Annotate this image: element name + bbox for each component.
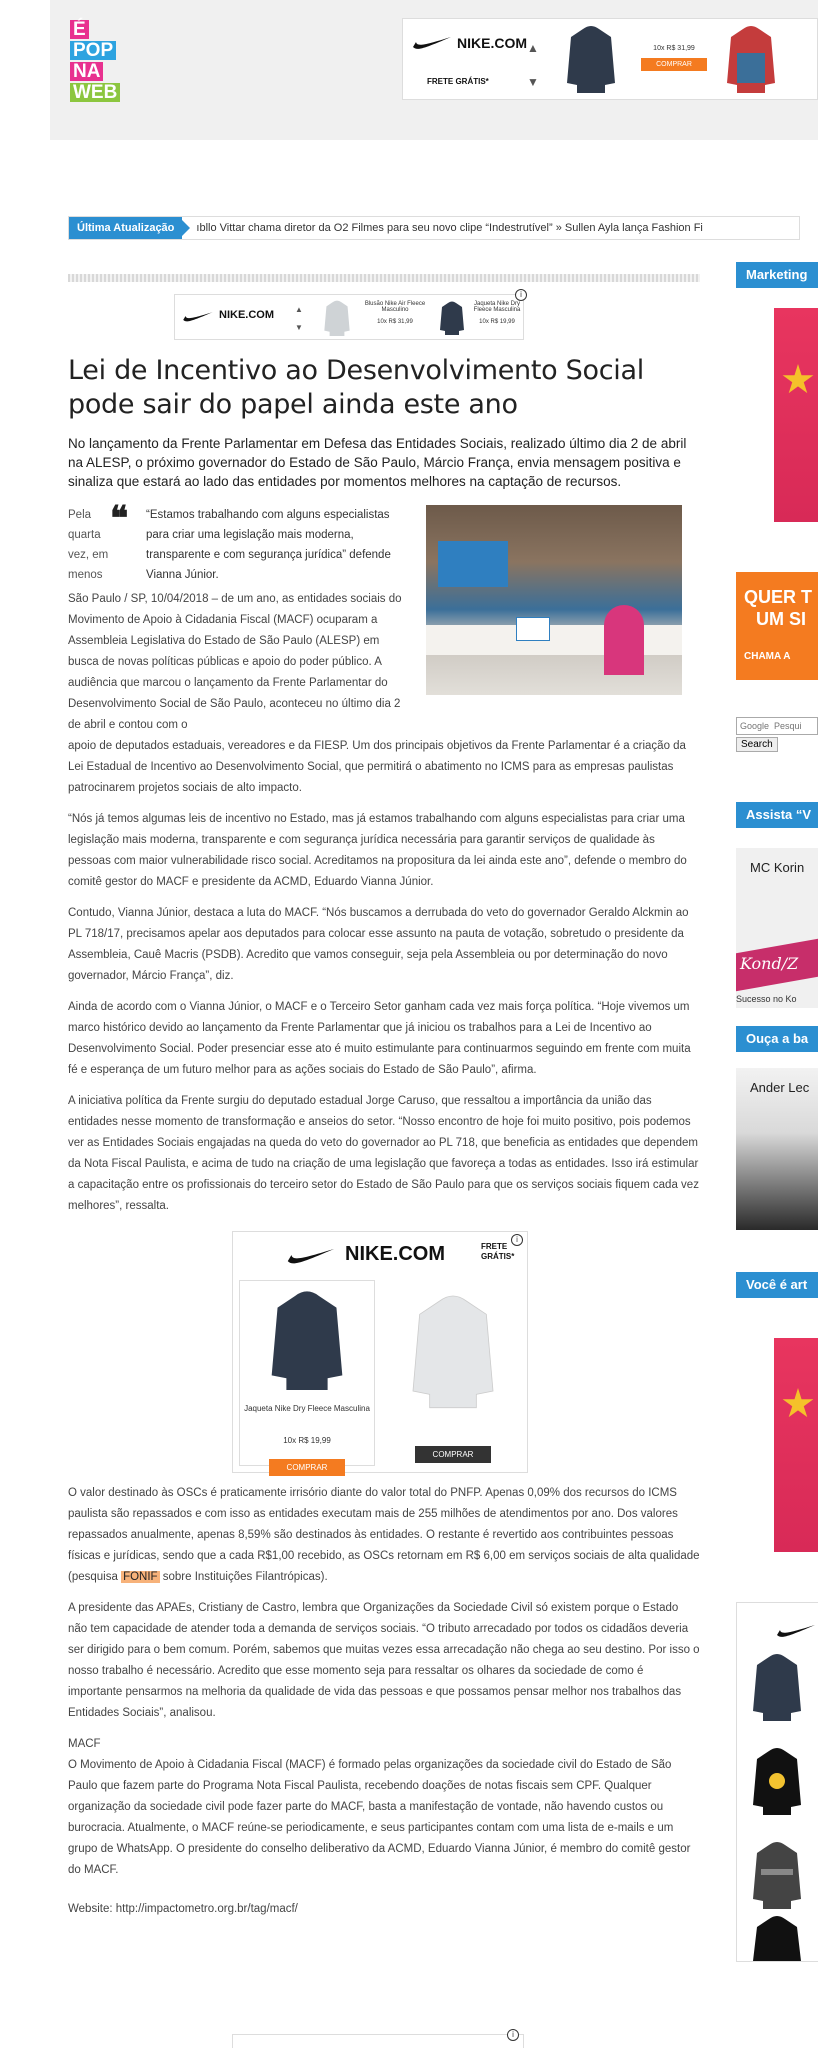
nike-swoosh-icon	[411, 33, 453, 51]
jacket-dark-icon	[437, 299, 467, 337]
product-card[interactable]	[385, 1280, 521, 1466]
hoodie-dark-icon	[561, 23, 621, 95]
article-lead: No lançamento da Frente Parlamentar em Defesa das Entidades Sociais, realizado último dia 2 de abril na ALESP, o próximo governador do Estado de São Paulo, Márcio França, envia mensagem positiva e sinaliza que estará ao lado das entidades por momentos melhores na captação de recursos.	[68, 436, 687, 489]
article-paragraph: A presidente das APAEs, Cristiany de Castro, lembra que Organizações da Sociedade Civil só existem porque o Estado não tem capacidade de atender toda a demanda de serviços sociais. “O tributo arrecadado por todos os cidadãos deveria ser dirigido para o bem comum. Porém, sabemos que muitas vezes essa arrecadação não chega ao seu destino. Por isso o nosso trabalho é necessário. Acredito que esse momento seja para ressaltar os olhares da sociedade de como é importante pensarmos na melhoria da qualidade de vida das pessoas e que possamos pensar melhor nos trabalhos das Entidades Sociais”, analisou.	[68, 1602, 700, 1719]
jacket-red-icon	[721, 23, 781, 95]
buy-button[interactable]: COMPRAR	[415, 1446, 491, 1463]
ticker-headlines[interactable]: ıbllo Vittar chama diretor da O2 Filmes para seu novo clipe “Indestrutível” » Sullen Ayla lança Fashion Fi	[196, 222, 703, 234]
banner-text: UM SI	[756, 609, 807, 629]
nike-brand	[283, 1240, 443, 1270]
nike-swoosh-icon	[773, 1621, 818, 1639]
article-body	[68, 499, 700, 1919]
product-info[interactable]	[357, 301, 433, 325]
banner-text: QUER T	[744, 587, 813, 607]
hoodie-black-icon[interactable]	[747, 1913, 807, 1961]
logo-line: POP	[70, 41, 116, 60]
inline-nike-ad-big[interactable]	[232, 1231, 528, 1473]
nike-brand-text: NIKE.COM	[219, 309, 274, 321]
website-link[interactable]: Website: http://impactometro.org.br/tag/macf/	[68, 1903, 298, 1915]
buy-button[interactable]: COMPRAR	[641, 58, 707, 71]
star-icon	[782, 364, 814, 396]
ticker-label: Última Atualização	[69, 217, 182, 239]
article-title: Lei de Incentivo ao Desenvolvimento Social pode sair do papel ainda este ano	[68, 355, 644, 420]
nike-swoosh-icon	[181, 309, 215, 323]
product-price: 10x R$ 19,99	[479, 319, 515, 325]
news-ticker[interactable]	[68, 216, 800, 240]
banner-text: CHAMA A	[744, 651, 791, 662]
article-paragraph	[68, 1483, 700, 1588]
sidebar-heading: Você é art	[736, 1272, 818, 1298]
sidebar-ad[interactable]	[774, 308, 818, 522]
product-name: Jaqueta Nike Dry Fleece Masculina	[473, 301, 521, 313]
search-button[interactable]: Search	[736, 737, 778, 752]
sidebar-heading: Ouça a ba	[736, 1026, 818, 1052]
article	[68, 274, 700, 1919]
shipping-text: FRETE GRÁTIS*	[481, 1242, 515, 1261]
jacket-dark-icon[interactable]	[747, 1649, 807, 1725]
sidebar-ad[interactable]	[774, 1338, 818, 1552]
divider	[68, 274, 700, 282]
inline-nike-ad-small[interactable]	[174, 290, 524, 340]
inline-nike-ad-bottom[interactable]	[232, 2030, 524, 2048]
carousel-arrows[interactable]	[525, 31, 541, 99]
video-logo: Kond/Z	[740, 954, 799, 973]
nike-brand	[411, 33, 531, 57]
carousel-arrows[interactable]	[295, 301, 303, 337]
product-price: 10x R$ 19,99	[283, 1436, 331, 1445]
sidebar-banner[interactable]	[736, 572, 818, 680]
search-input[interactable]	[736, 717, 818, 735]
product-price: 10x R$ 31,99	[377, 319, 413, 325]
jacket-grey-icon[interactable]	[747, 1837, 807, 1913]
video-title: MC Korin	[750, 860, 805, 875]
section-heading: MACF	[68, 1738, 101, 1750]
article-paragraph: Ainda de acordo com o Vianna Júnior, o MACF e o Terceiro Setor ganham cada vez mais força política. “Hoje vivemos um marco histórico devido ao lançamento da Frente Parlamentar que já iniciou os trabalhos para a Lei de Incentivo ao Desenvolvimento Social. Poder presenciar esse ato é muito estimulante para continuarmos seguindo em frente com muita fé e esperança de um futuro melhor para as ações sociais do Estado de São Paulo”, afirma.	[68, 1001, 691, 1076]
product-price: 10x R$ 31,99	[653, 45, 695, 52]
logo-line: É	[70, 20, 89, 39]
jacket-dark-icon	[259, 1287, 355, 1393]
video-embed[interactable]	[736, 848, 818, 1008]
arrow-down-icon[interactable]: ▼	[527, 75, 539, 89]
photo-sign	[516, 617, 550, 641]
article-photo	[426, 505, 682, 695]
nike-brand-text: NIKE.COM	[457, 35, 527, 51]
video-title: Ander Lec	[750, 1080, 810, 1095]
article-paragraph: São Paulo / SP, 10/04/2018 – de um ano, as entidades sociais do Movimento de Apoio à Cidadania Fiscal (MACF) ocuparam a Assembleia Legislativa do Estado de São Paulo (ALESP) em busca de novas políticas públicas e apoio do poder público. A audiência que marcou o lançamento da Frente Parlamentar do Desenvolvimento Social de São Paulo, aconteceu no último dia 2 de abril e contou com o	[68, 593, 402, 731]
ad-info-icon[interactable]: i	[515, 289, 527, 301]
pull-quote: “Estamos trabalhando com alguns especialistas para criar uma legislação mais moderna, transparente e com segurança jurídica” defende Vianna Júnior.	[146, 509, 391, 581]
sidebar-heading: Marketing	[736, 262, 818, 288]
video-embed[interactable]	[736, 1068, 818, 1230]
ad-info-icon[interactable]: i	[511, 1234, 523, 1246]
logo-line: NA	[70, 62, 103, 81]
paragraph-text: O valor destinado às OSCs é praticamente irrisório diante do valor total do PNFP. Apenas 0,09% dos recursos do ICMS paulista são repassados e com isso as entidades executam mais de 255 milhões de atendimentos por ano. Dos valores repassados anualmente, apenas 8,59% são destinados às entidades. O restante é revertido aos contribuintes pessoas físicas e jurídicas, sendo que a cada R$1,00 recebido, as OSCs retornam em R$ 6,00 em serviços sociais de alta qualidade (pesquisa	[68, 1487, 700, 1583]
product-image[interactable]	[561, 23, 621, 95]
nike-brand-text: NIKE.COM	[345, 1243, 445, 1265]
arrow-up-icon[interactable]: ▲	[527, 41, 539, 55]
ad-info-icon[interactable]: i	[507, 2029, 519, 2041]
hoodie-black-icon[interactable]	[747, 1743, 807, 1819]
buy-button[interactable]: COMPRAR	[269, 1459, 345, 1476]
hoodie-light-icon	[319, 299, 355, 337]
photo-person	[604, 605, 644, 675]
quote-icon: ❝	[110, 499, 129, 539]
paragraph-text: sobre Instituições Filantrópicas).	[159, 1571, 328, 1583]
product-image[interactable]	[437, 299, 467, 337]
product-offer[interactable]	[629, 23, 719, 95]
shipping-text: FRETE GRÁTIS*	[427, 77, 489, 86]
logo-line: WEB	[70, 83, 120, 102]
google-search	[736, 716, 818, 752]
product-image[interactable]	[721, 23, 781, 95]
nike-swoosh-icon	[283, 1244, 339, 1266]
pull-side-text: Pela quarta vez, em menos	[68, 509, 109, 581]
article-paragraph: “Nós já temos algumas leis de incentivo no Estado, mas já estamos trabalhando com alguns especialistas para criar uma legislação mais moderna, transparente e com segurança jurídica necessária para garantir serviços de qualidade às pessoas com maior vulnerabilidade risco social. Acreditamos na propositura da lei ainda este ano”, defende o membro do comitê gestor do MACF e presidente da ACMD, Eduardo Vianna Júnior.	[68, 813, 687, 888]
video-caption: Sucesso no Ko	[736, 994, 797, 1004]
article-paragraph: Contudo, Vianna Júnior, destaca a luta do MACF. “Nós buscamos a derrubada do veto do governador Geraldo Alckmin ao PL 718/17, precisamos apelar aos deputados para colocar esse assunto na pauta de votação, sobretudo o presidente da Assembleia, Cauê Macris (PSDB). Acredito que vamos conseguir, seja pela Assembleia ou por determinação do novo governador, Márcio França”, diz.	[68, 907, 689, 982]
article-paragraph: A iniciativa política da Frente surgiu do deputado estadual Jorge Caruso, que ressaltou a importância da união das entidades nesse momento de transformação e anseios do setor. “Nosso encontro de hoje foi muito positivo, pois podemos ver as Entidades Sociais engajadas na queda do veto do governador ao PL 718, que beneficia as entidades que dependem da Nota Fiscal Paulista, e acima de tudo na criação de uma legislação que favoreça a todas as entidades. Isso irá estimular a capacitação entre os profissionais do terceiro setor do Estado de São Paulo para que os serviços sociais fiquem cada vez melhores”, ressalta.	[68, 1095, 699, 1212]
product-name: Blusão Nike Air Fleece Masculino	[364, 301, 426, 313]
sidebar	[736, 262, 818, 1962]
sidebar-heading: Assista “V	[736, 802, 818, 828]
arrow-down-icon[interactable]: ▼	[295, 323, 303, 332]
product-image[interactable]	[319, 299, 355, 337]
arrow-up-icon[interactable]: ▲	[295, 305, 303, 314]
photo-screen	[438, 541, 508, 587]
sidebar-nike-ad[interactable]	[736, 1602, 818, 1962]
product-info[interactable]	[469, 301, 525, 325]
product-name: Jaqueta Nike Dry Fleece Masculina	[244, 1404, 370, 1413]
hoodie-light-icon	[403, 1286, 503, 1416]
article-paragraph: O Movimento de Apoio à Cidadania Fiscal (MACF) é formado pelas organizações da sociedade civil do Estado de São Paulo que fazem parte do Programa Nota Fiscal Paulista, recebendo doações de notas fiscais sem CPF. Qualquer organização da sociedade civil pode fazer parte do MACF, basta a manifestação de vontade, não havendo custos ou burocracia. Atualmente, o MACF reúne-se periodicamente, e seus participantes contam com uma lista de e-mails e um grupo de WhatsApp. O presidente do conselho deliberativo da ACMD, Eduardo Vianna Júnior, é membro do comitê gestor do MACF.	[68, 1759, 691, 1876]
highlight-link[interactable]: FONIF	[123, 1571, 158, 1583]
site-logo[interactable]	[70, 20, 150, 110]
star-icon	[782, 1388, 814, 1420]
article-paragraph: apoio de deputados estaduais, vereadores e da FIESP. Um dos principais objetivos da Frente Parlamentar é a criação da Lei Estadual de Incentivo ao Desenvolvimento Social, que permitirá o abatimento no ICMS para as empresas paulistas patrocinarem projetos sociais de alto impacto.	[68, 740, 686, 794]
product-card[interactable]	[239, 1280, 375, 1472]
header-nike-ad[interactable]	[402, 18, 818, 100]
